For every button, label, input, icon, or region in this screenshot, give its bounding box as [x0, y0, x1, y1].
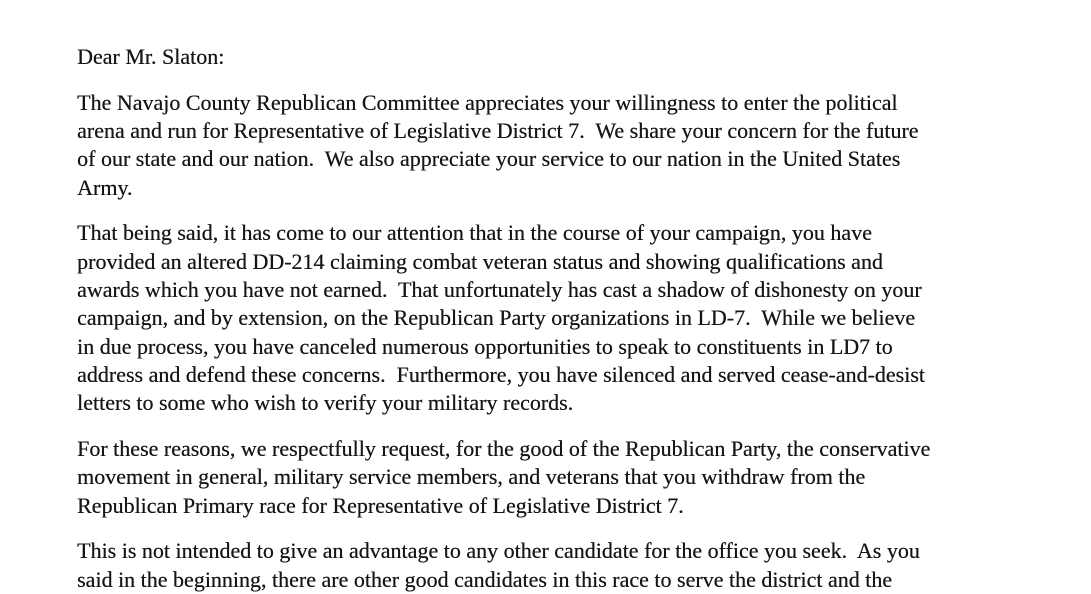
text-line: This is not intended to give an advantage to any other candidate for the office you seek. As you: [77, 538, 920, 564]
text-line: That being said, it has come to our attention that in the course of your campaign, you have: [77, 220, 872, 246]
text-line: Republican Primary race for Representative of Legislative District 7.: [77, 492, 684, 518]
text-line: The Navajo County Republican Committee appreciates your willingness to enter the political: [77, 89, 898, 115]
text-line: campaign, and by extension, on the Republican Party organizations in LD-7. While we believe: [77, 305, 916, 331]
text-line: movement in general, military service members, and veterans that you withdraw from the: [77, 464, 866, 490]
paragraph: [77, 89, 1041, 202]
text-line: awards which you have not earned. That unfortunately has cast a shadow of dishonesty on your: [77, 277, 922, 303]
text-line: Army.: [77, 174, 133, 200]
text-line: said in the beginning, there are other good candidates in this race to serve the district and the: [77, 566, 892, 592]
text-line: For these reasons, we respectfully request, for the good of the Republican Party, the conservative: [77, 436, 931, 462]
paragraph: [77, 435, 1041, 520]
text-line: arena and run for Representative of Legislative District 7. We share your concern for the future: [77, 118, 919, 144]
text-line: letters to some who wish to verify your military records.: [77, 390, 574, 416]
text-line: of our state and our nation. We also appreciate your service to our nation in the United States: [77, 146, 901, 172]
paragraph: [77, 219, 1041, 417]
text-line: in due process, you have canceled numerous opportunities to speak to constituents in LD7 to: [77, 333, 893, 359]
text-line: provided an altered DD-214 claiming combat veteran status and showing qualifications and: [77, 248, 883, 274]
salutation: Dear Mr. Slaton:: [77, 44, 225, 69]
paragraph: [77, 537, 1041, 594]
text-line: address and defend these concerns. Furthermore, you have silenced and served cease-and-desist: [77, 361, 925, 387]
letter-body: [77, 89, 1041, 594]
